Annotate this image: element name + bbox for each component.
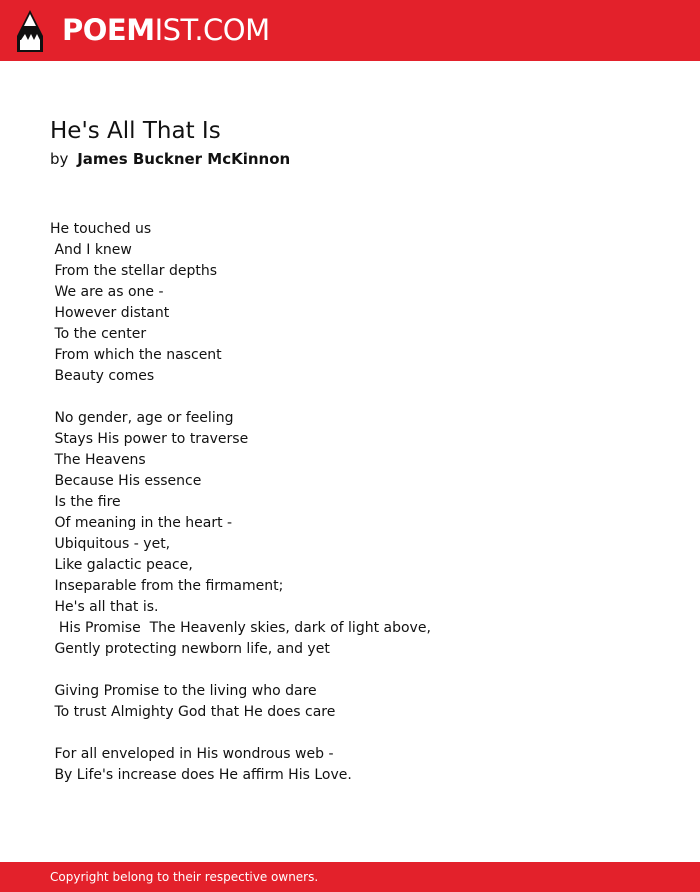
poem-title: He's All That Is bbox=[50, 118, 221, 144]
poem-byline bbox=[50, 148, 290, 170]
site-header bbox=[0, 0, 700, 61]
poem-line: To the center bbox=[50, 326, 147, 342]
poem-line: Gently protecting newborn life, and yet bbox=[50, 641, 330, 657]
poem-line: Is the fire bbox=[50, 494, 121, 510]
poem-line: From which the nascent bbox=[50, 347, 222, 363]
poem-line: The Heavens bbox=[50, 452, 146, 468]
copyright-text: Copyright belong to their respective owners. bbox=[50, 870, 319, 884]
logo-text-light: IST.COM bbox=[154, 13, 270, 47]
poem-line: However distant bbox=[50, 305, 170, 321]
by-label: by bbox=[50, 150, 69, 168]
poem-line: Stays His power to traverse bbox=[50, 431, 249, 447]
poem-line: Giving Promise to the living who dare bbox=[50, 683, 317, 699]
poem-line bbox=[50, 387, 650, 408]
poem-body bbox=[50, 219, 650, 786]
poem-line: Because His essence bbox=[50, 473, 202, 489]
poem-line: Like galactic peace, bbox=[50, 557, 193, 573]
poem-line: To trust Almighty God that He does care bbox=[50, 704, 336, 720]
pencil-logo-icon[interactable] bbox=[16, 10, 44, 52]
poem-line: By Life's increase does He affirm His Love. bbox=[50, 767, 352, 783]
site-logo[interactable] bbox=[62, 12, 270, 48]
poem-line: Of meaning in the heart - bbox=[50, 515, 233, 531]
site-footer bbox=[0, 862, 700, 892]
poem-line: And I knew bbox=[50, 242, 132, 258]
logo-text-bold: POEM bbox=[62, 13, 155, 47]
poem-line bbox=[50, 723, 650, 744]
poem-line: We are as one - bbox=[50, 284, 164, 300]
poem-line: His Promise The Heavenly skies, dark of light above, bbox=[50, 620, 431, 636]
poem-line: No gender, age or feeling bbox=[50, 410, 234, 426]
poem-line: He touched us bbox=[50, 221, 152, 237]
poem-line: Ubiquitous - yet, bbox=[50, 536, 171, 552]
poem-line: For all enveloped in His wondrous web - bbox=[50, 746, 334, 762]
poem-line: Beauty comes bbox=[50, 368, 155, 384]
poem-line: From the stellar depths bbox=[50, 263, 218, 279]
poem-author: James Buckner McKinnon bbox=[77, 150, 291, 168]
poem-line bbox=[50, 660, 650, 681]
poem-line: He's all that is. bbox=[50, 599, 159, 615]
poem-line: Inseparable from the firmament; bbox=[50, 578, 284, 594]
